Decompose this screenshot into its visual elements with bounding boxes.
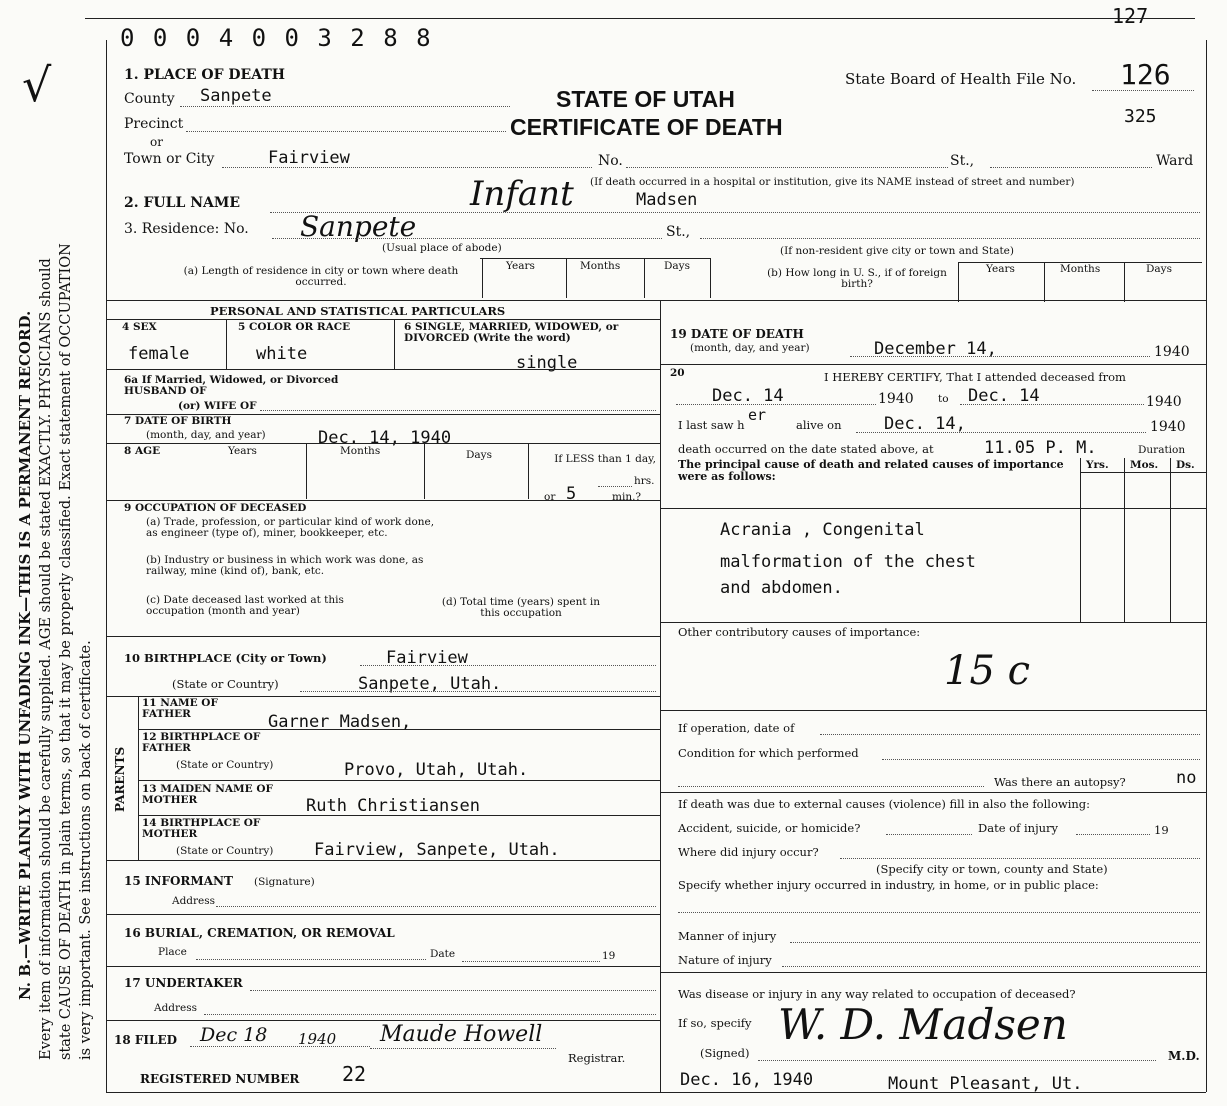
length-residence-b: (b) How long in U. S., if of foreign birth? xyxy=(767,267,947,291)
marital-value: single xyxy=(516,353,578,373)
contributory-label: Other contributory causes of importance: xyxy=(678,625,921,639)
dob-label: 7 DATE OF BIRTH xyxy=(124,415,232,427)
occurred-text: death occurred on the date stated above, at xyxy=(678,442,934,456)
alive-on-value: Dec. 14, xyxy=(884,414,966,434)
attended-to-value: Dec. 14 xyxy=(968,386,1040,406)
cause-line-3: and abdomen. xyxy=(720,578,843,598)
personal-heading: PERSONAL AND STATISTICAL PARTICULARS xyxy=(210,304,506,318)
external-label: If death was due to external causes (violence) fill in also the following: xyxy=(678,797,1091,811)
father-birthplace-label: 12 BIRTHPLACE OF FATHER xyxy=(142,731,261,755)
undertaker-label: 17 UNDERTAKER xyxy=(124,976,243,990)
registrar-signature: Maude Howell xyxy=(380,1022,543,1047)
marital-label: 6 SINGLE, MARRIED, WIDOWED, or DIVORCED (Write the word) xyxy=(404,321,619,345)
certificate-title: CERTIFICATE OF DEATH xyxy=(510,114,783,140)
first-name-value: Infant xyxy=(470,174,574,214)
margin-line-1: N. B.—WRITE PLAINLY WITH UNFADING INK—THIS IS A PERMANENT RECORD. xyxy=(16,310,34,1000)
cause-line-2: malformation of the chest xyxy=(720,552,976,572)
autopsy-label: Was there an autopsy? xyxy=(994,775,1126,789)
age-months-label: Months xyxy=(340,445,381,457)
burial-date-label: Date xyxy=(430,948,456,960)
color-label: 5 COLOR OR RACE xyxy=(238,321,351,333)
file-sub-value: 325 xyxy=(1124,106,1157,127)
min-value: 5 xyxy=(566,484,577,504)
mother-birthplace-value: Fairview, Sanpete, Utah. xyxy=(314,840,560,860)
form-left-border xyxy=(106,40,107,1092)
registered-number-label: REGISTERED NUMBER xyxy=(140,1072,300,1086)
occupation-d: (d) Total time (years) spent in this occupation xyxy=(441,596,601,620)
res-years-header: Years xyxy=(506,260,535,272)
color-value: white xyxy=(256,344,308,364)
injury-year-label: 19 xyxy=(1154,823,1169,837)
hospital-note: (If death occurred in a hospital or institution, give its NAME instead of street and number) xyxy=(590,176,1075,188)
birthplace-label: 10 BIRTHPLACE (City or Town) xyxy=(124,651,327,665)
occupation-label: 9 OCCUPATION OF DECEASED xyxy=(124,502,307,514)
accident-label: Accident, suicide, or homicide? xyxy=(678,821,861,835)
town-value: Fairview xyxy=(268,148,350,168)
signed-label: (Signed) xyxy=(700,1046,750,1060)
father-birthplace-value: Provo, Utah, Utah. xyxy=(344,760,529,780)
center-divider xyxy=(660,300,661,1092)
father-label: 11 NAME OF FATHER xyxy=(142,697,218,721)
attended-from-value: Dec. 14 xyxy=(712,386,784,406)
ds-header: Ds. xyxy=(1176,459,1195,471)
nature-label: Nature of injury xyxy=(678,953,772,967)
mother-birthplace-label: 14 BIRTHPLACE OF MOTHER xyxy=(142,817,261,841)
mother-value: Ruth Christiansen xyxy=(306,796,480,816)
certify-text: I HEREBY CERTIFY, That I attended deceased from xyxy=(824,370,1126,384)
undertaker-address-label: Address xyxy=(154,1002,198,1014)
section-divider xyxy=(106,300,1206,301)
sex-value: female xyxy=(128,344,190,364)
no-label: No. xyxy=(598,153,623,169)
or-label: or xyxy=(150,135,163,149)
serial-number: 0 0 0 4 0 0 3 2 8 8 xyxy=(120,24,433,52)
county-value: Sanpete xyxy=(200,86,272,106)
informant-label: 15 INFORMANT xyxy=(124,874,233,888)
occupation-c: (c) Date deceased last worked at this occupation (month and year) xyxy=(146,594,344,618)
dob-value: Dec. 14, 1940 xyxy=(318,428,452,448)
state-title: STATE OF UTAH xyxy=(556,86,735,112)
burial-year-label: 19 xyxy=(602,950,616,962)
full-name-label: 2. FULL NAME xyxy=(124,195,241,211)
length-residence-a: (a) Length of residence in city or town where death occurred. xyxy=(183,265,459,289)
sign-date: Dec. 16, 1940 xyxy=(680,1070,814,1090)
operation-label: If operation, date of xyxy=(678,721,795,735)
alive-on-year: 1940 xyxy=(1150,419,1186,435)
cause-line-1: Acrania , Congenital xyxy=(720,520,925,540)
occupation-b: (b) Industry or business in which work was done, as railway, mine (kind of), bank, etc. xyxy=(146,554,424,578)
residence-value: Sanpete xyxy=(300,210,417,243)
industry-label: Specify whether injury occurred in industry, in home, or in public place: xyxy=(678,878,1099,892)
mother-label: 13 MAIDEN NAME OF MOTHER xyxy=(142,783,273,807)
or-min-label: or xyxy=(544,491,556,503)
county-label: County xyxy=(124,91,175,107)
informant-address-label: Address xyxy=(172,895,216,907)
certify-number: 20 xyxy=(670,367,685,379)
us-years-header: Years xyxy=(986,263,1015,275)
physician-signature: W. D. Madsen xyxy=(778,1000,1068,1049)
code-mark: 15 c xyxy=(944,648,1031,694)
last-saw-suffix: er xyxy=(748,406,767,424)
wife-label: (or) WIFE OF xyxy=(178,400,257,412)
us-days-header: Days xyxy=(1146,263,1172,275)
precinct-label: Precinct xyxy=(124,116,184,132)
dob-sub: (month, day, and year) xyxy=(146,429,266,441)
alive-on-label: alive on xyxy=(796,418,842,432)
registrar-label: Registrar. xyxy=(568,1051,626,1065)
nonresident-note: (If non-resident give city or town and State) xyxy=(780,245,1014,257)
duration-label: Duration xyxy=(1138,444,1186,456)
ward-label: Ward xyxy=(1156,153,1194,169)
top-rule xyxy=(85,18,1195,19)
autopsy-value: no xyxy=(1176,768,1197,788)
margin-line-2: Every item of information should be carefully supplied. AGE should be stated EXACTLY. PHYSICIANS should xyxy=(38,258,54,1060)
res-days-header: Days xyxy=(664,260,690,272)
last-saw-label: I last saw h xyxy=(678,418,745,432)
yrs-header: Yrs. xyxy=(1086,459,1109,471)
married-label: 6a If Married, Widowed, or Divorced HUSBAND OF xyxy=(124,374,339,398)
manner-label: Manner of injury xyxy=(678,929,777,943)
attended-to-year: 1940 xyxy=(1146,394,1182,410)
res-months-header: Months xyxy=(580,260,621,272)
sex-label: 4 SEX xyxy=(122,321,157,333)
us-months-header: Months xyxy=(1060,263,1101,275)
checkmark-icon: √ xyxy=(22,58,52,112)
corner-mark: 127 xyxy=(1112,4,1149,28)
form-right-border xyxy=(1206,40,1207,1092)
cause-heading: The principal cause of death and related causes of importance were as follows: xyxy=(678,458,1064,483)
dod-value: December 14, xyxy=(874,339,997,359)
place-of-death-label: 1. PLACE OF DEATH xyxy=(124,67,285,83)
dod-label: 19 DATE OF DEATH xyxy=(670,327,804,341)
registered-number-value: 22 xyxy=(342,1062,367,1086)
margin-line-3: state CAUSE OF DEATH in plain terms, so that it may be properly classified. Exact statement of OCCUPATION xyxy=(58,243,74,1060)
occupation-a: (a) Trade, profession, or particular kind of work done, as engineer (type of), miner, bookkeeper, etc. xyxy=(146,516,435,540)
md-label: M.D. xyxy=(1168,1049,1200,1063)
margin-line-4: is very important. See instructions on back of certificate. xyxy=(78,640,94,1060)
where-label: Where did injury occur? xyxy=(678,845,819,859)
death-time-value: 11.05 P. M. xyxy=(984,438,1097,458)
specify-label: If so, specify xyxy=(678,1016,752,1030)
sign-place: Mount Pleasant, Ut. xyxy=(888,1074,1083,1094)
file-label: State Board of Health File No. xyxy=(845,70,1077,88)
age-label: 8 AGE xyxy=(124,445,161,457)
where-note: (Specify city or town, county and State) xyxy=(876,862,1108,876)
condition-label: Condition for which performed xyxy=(678,746,859,760)
town-label: Town or City xyxy=(124,151,215,167)
mos-header: Mos. xyxy=(1130,459,1159,471)
father-state-label: (State or Country) xyxy=(176,759,274,771)
parents-label: PARENTS xyxy=(113,746,127,812)
father-value: Garner Madsen, xyxy=(268,712,412,732)
filed-value: Dec 18 xyxy=(200,1024,268,1046)
dod-year: 1940 xyxy=(1154,344,1190,360)
occupation-related-label: Was disease or injury in any way related to occupation of deceased? xyxy=(678,987,1076,1001)
burial-label: 16 BURIAL, CREMATION, OR REMOVAL xyxy=(124,926,395,940)
abode-note: (Usual place of abode) xyxy=(382,242,502,254)
filed-year: 1940 xyxy=(298,1030,337,1048)
mother-state-label: (State or Country) xyxy=(176,845,274,857)
last-name-value: Madsen xyxy=(636,190,698,210)
to-label: to xyxy=(938,393,949,405)
birthplace-state-value: Sanpete, Utah. xyxy=(358,674,502,694)
hrs-label: hrs. xyxy=(634,475,655,487)
informant-signature-label: (Signature) xyxy=(254,876,315,888)
st-label: St., xyxy=(950,153,975,169)
age-days-label: Days xyxy=(466,449,492,461)
residence-label: 3. Residence: No. xyxy=(124,221,249,237)
attended-from-year: 1940 xyxy=(878,391,914,407)
birthplace-value: Fairview xyxy=(386,648,468,668)
less-than-label: If LESS than 1 day, xyxy=(554,453,656,465)
filed-label: 18 FILED xyxy=(114,1033,177,1047)
injury-date-label: Date of injury xyxy=(978,821,1059,835)
min-label: min.? xyxy=(612,491,642,503)
dod-sub: (month, day, and year) xyxy=(690,342,810,354)
age-years-label: Years xyxy=(228,445,257,457)
file-value: 126 xyxy=(1120,58,1171,91)
burial-place-label: Place xyxy=(158,946,187,958)
residence-st-label: St., xyxy=(666,224,691,240)
birthplace-state-label: (State or Country) xyxy=(172,677,279,691)
